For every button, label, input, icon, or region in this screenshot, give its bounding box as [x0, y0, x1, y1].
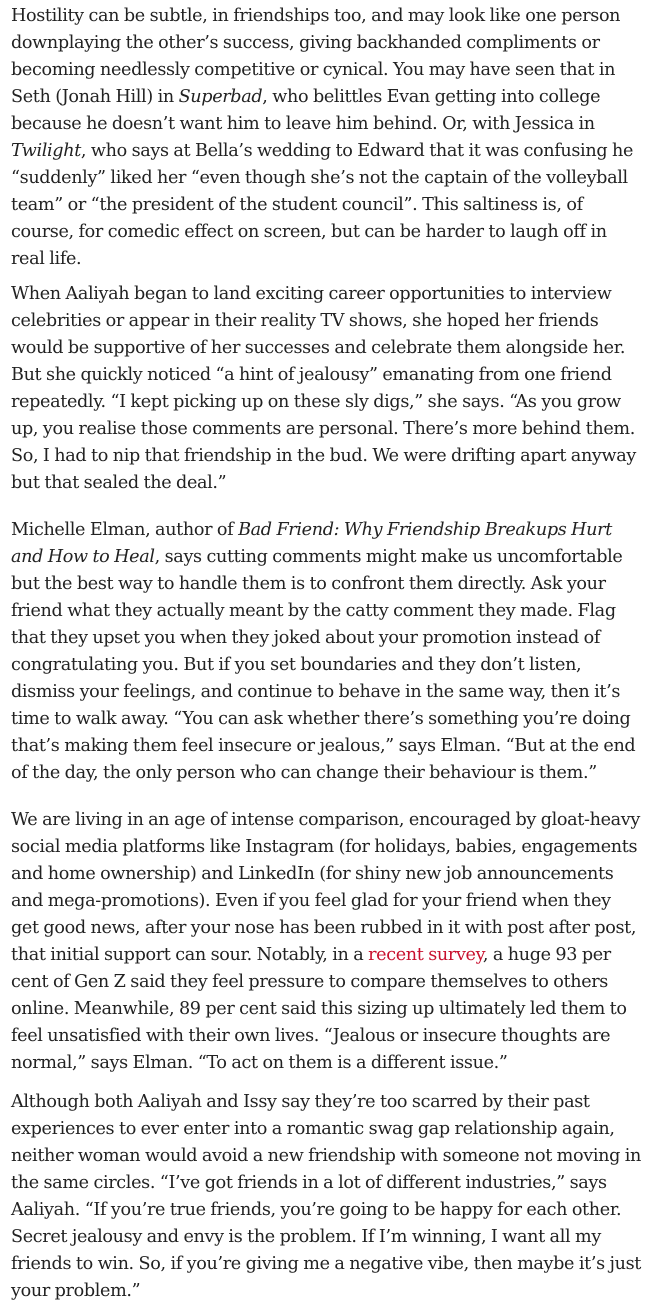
paragraph-conclusion: Although both Aaliyah and Issy say they’re too scarred by their past experiences to ever enter into a romantic swag gap relationship again, neither woman would avoid a new friendship with someone not moving in the same circles. “I’ve got friends in a lot of different industries,” says Aaliyah. “If you’re true friends, you’re going to be happy for each other. Secret jealousy and envy is the problem. If I’m winning, I want all my friends to win. So, if you’re giving me a negative vibe, then maybe it’s just your problem.”: [11, 1092, 642, 1301]
paragraph-text: , who belittles Evan getting into college because he doesn’t want him to leave him behind. Or, with Jessica in: [11, 87, 601, 134]
paragraph-text: Michelle Elman, author of: [11, 520, 239, 540]
paragraph-text: We are living in an age of intense comparison, encouraged by gloat-heavy social media platforms like Instagram (for holidays, babies, engagements and home ownership) and LinkedIn (for shiny new job announcements and mega-promotions). Even if you feel glad for your friend when they get good news, after your nose has been rubbed in it with post after post, that initial support can sour. Notably, in a: [11, 810, 640, 965]
book-title: Bad Friend: Why Friendship Breakups Hurt and How to Heal: [11, 520, 612, 567]
paragraph-elman: [11, 517, 642, 787]
paragraph-text: Hostility can be subtle, in friendships too, and may look like one person downplaying the other’s success, giving backhanded compliments or becoming needlessly competitive or cynical. You may have seen that in Seth (Jonah Hill) in: [11, 6, 621, 107]
paragraph-aaliyah: When Aaliyah began to land exciting career opportunities to interview celebrities or appear in their reality TV shows, she hoped her friends would be supportive of her successes and celebrate them alongside her. But she quickly noticed “a hint of jealousy” emanating from one friend repeatedly. “I kept picking up on these sly digs,” she says. “As you grow up, you realise those comments are personal. There’s more behind them. So, I had to nip that friendship in the bud. We were drifting apart anyway but that sealed the deal.”: [11, 284, 636, 493]
paragraph-hostility: [11, 3, 642, 273]
paragraph-text: , says cutting comments might make us uncomfortable but the best way to handle them is to confront them directly. Ask your friend what they actually meant by the catty comment they made. Flag that they upset you when they joked about your promotion instead of congratulating you. But if you set boundaries and they don’t listen, dismiss your feelings, and continue to behave in the same way, then it’s time to walk away. “You can ask whether there’s something you’re doing that’s making them feel insecure or jealous,” says Elman. “But at the end of the day, the only person who can change their behaviour is them.”: [11, 547, 636, 783]
recent-survey-link[interactable]: recent survey: [368, 945, 483, 965]
film-title-superbad: Superbad: [178, 87, 263, 107]
paragraph-text: , a huge 93 per cent of Gen Z said they feel pressure to compare themselves to others online. Meanwhile, 89 per cent said this sizing up ultimately led them to feel unsatisfied with their own lives. “Jealous or insecure thoughts are normal,” says Elman. “To act on them is a different issue.”: [11, 945, 627, 1073]
paragraph-comparison: [11, 807, 642, 1077]
paragraph-text: , who says at Bella’s wedding to Edward that it was confusing he “suddenly” liked her “even though she’s not the captain of the volleyball team” or “the president of the student council”. This saltiness is, of course, for comedic effect on screen, but can be harder to laugh off in real life.: [11, 141, 634, 269]
film-title-twilight: Twilight: [11, 141, 81, 161]
